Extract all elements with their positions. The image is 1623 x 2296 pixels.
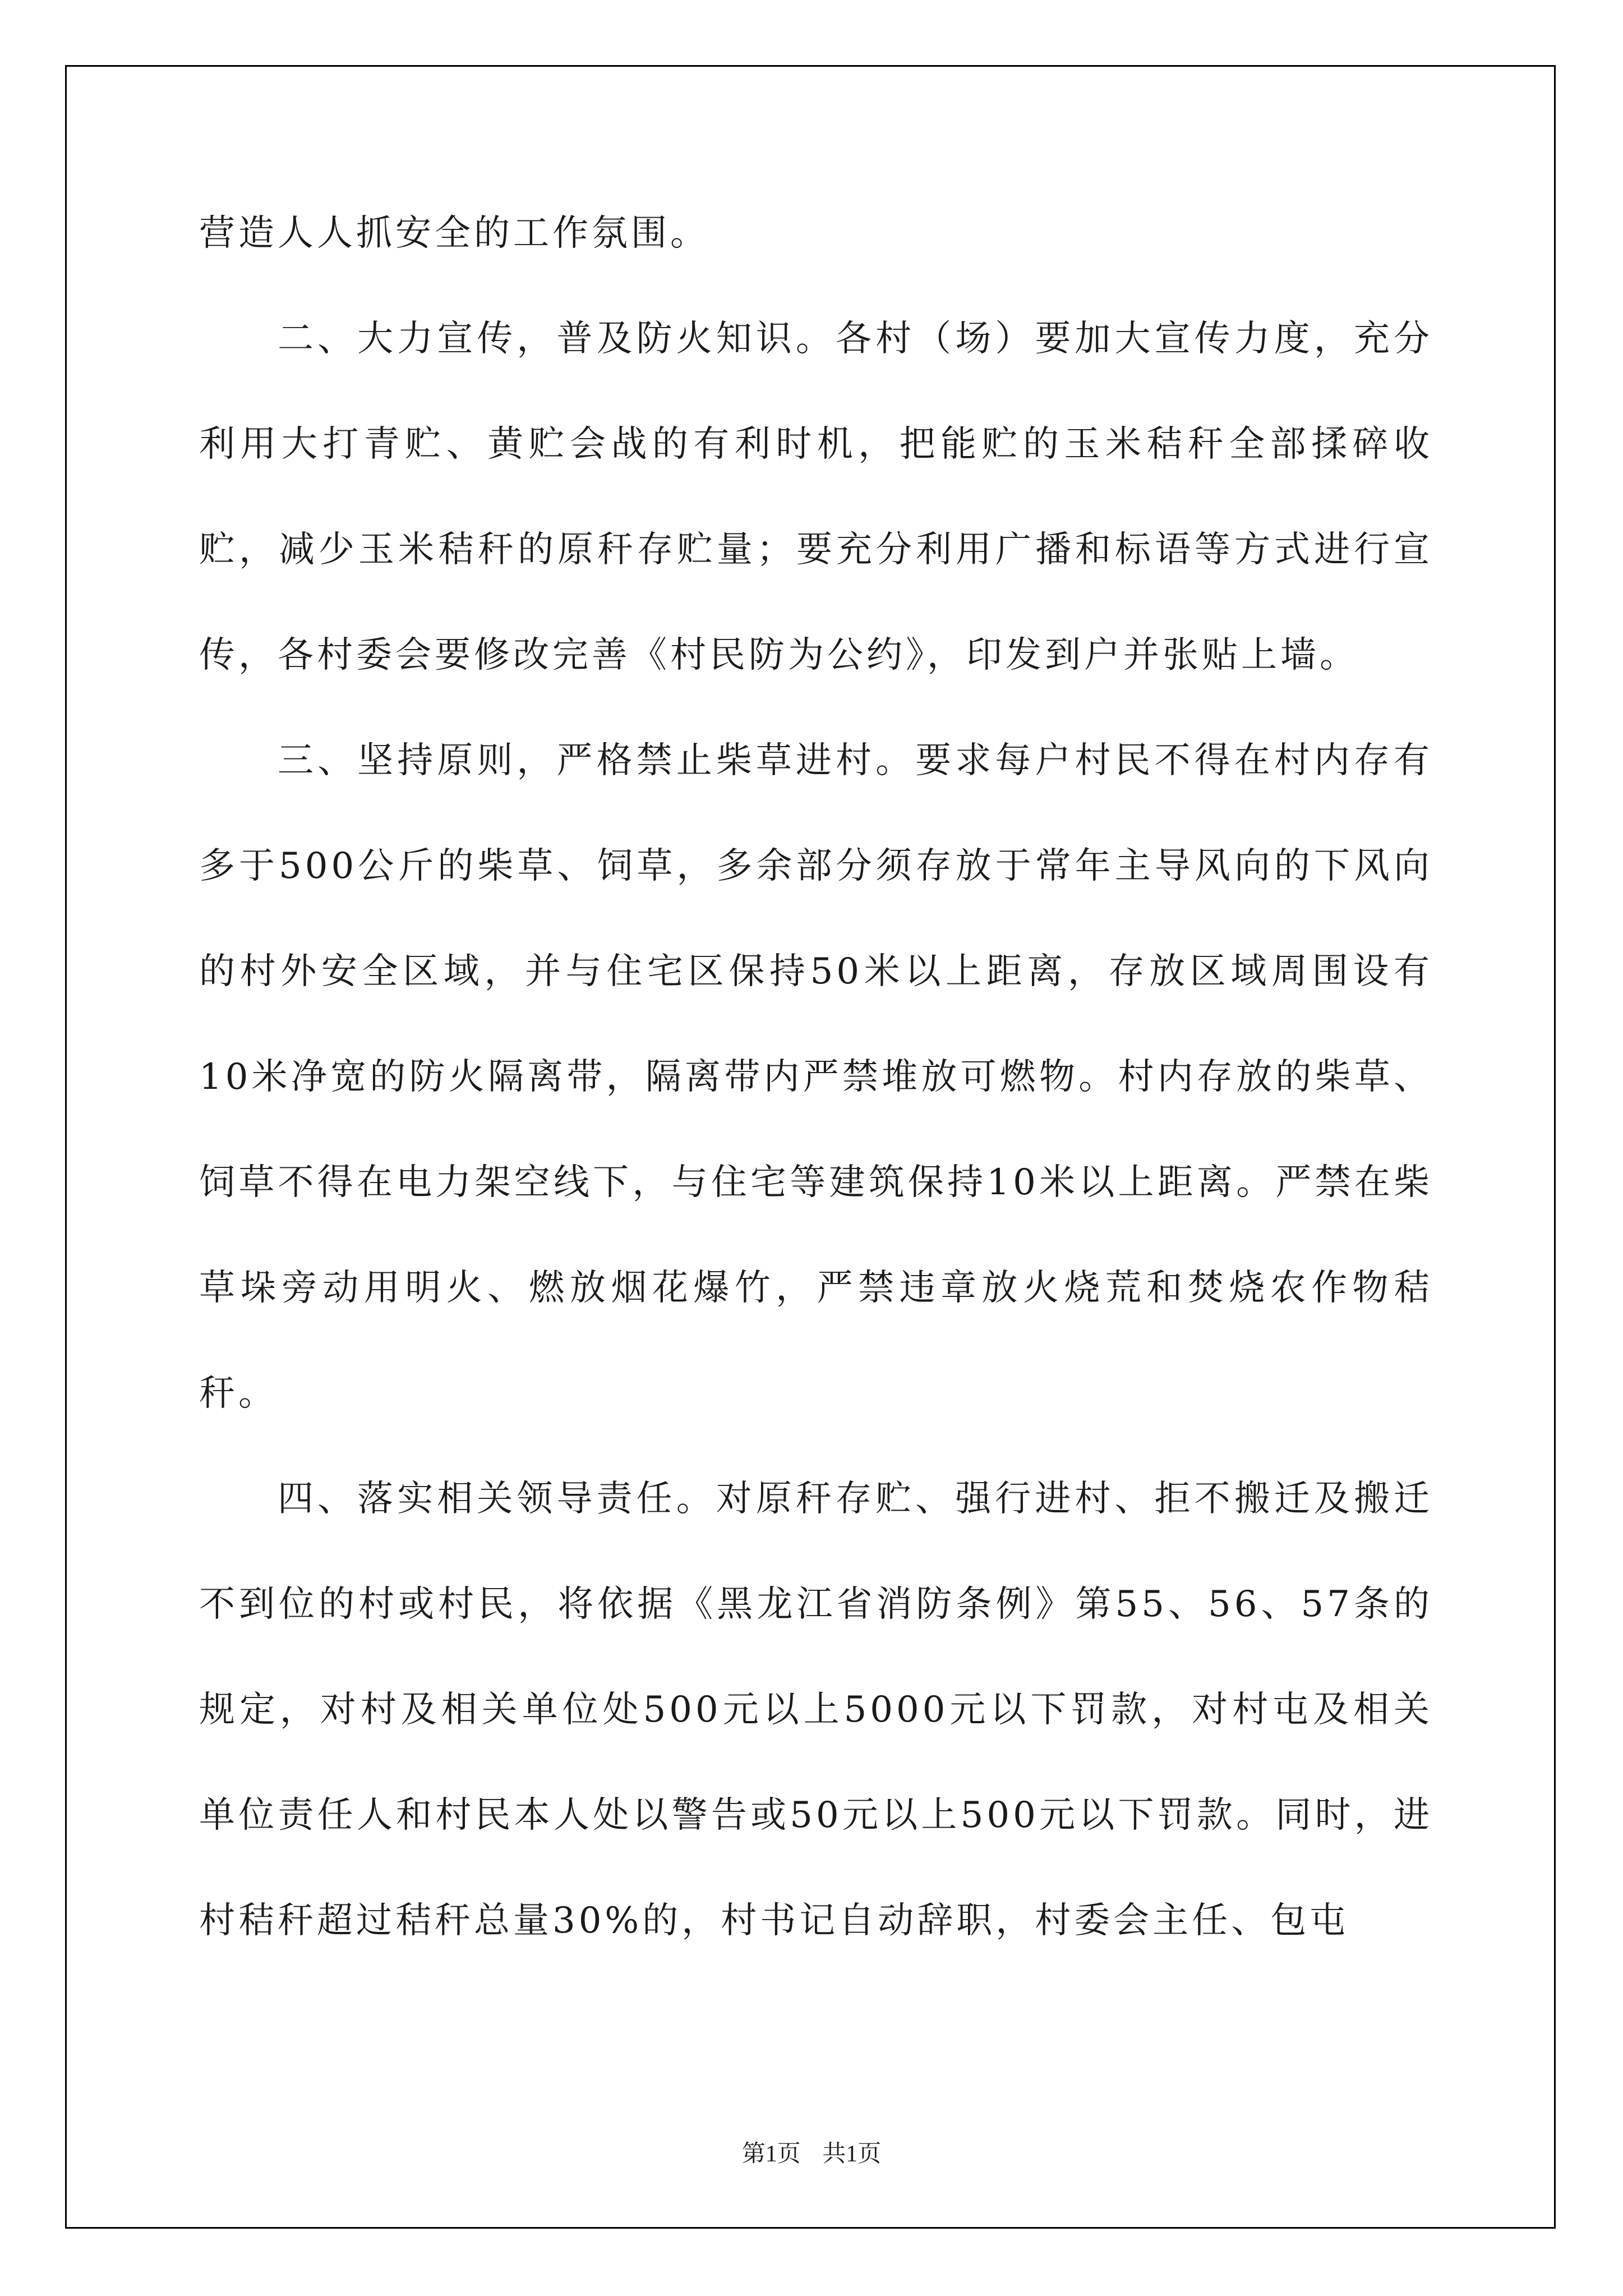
paragraph-responsibility: 四、落实相关领导责任。对原秆存贮、强行进村、拒不搬迁及搬迁不到位的村或村民，将依据《黑龙江省消防条例》第55、56、57条的规定，对村及相关单位处500元以上5000元以下罚款，对村屯及相关单位责任人和村民本人处以警告或50元以上500元以下罚款。同时，进村秸秆超过秸秆总量30%的，村书记自动辞职，村委会主任、包屯 (199, 1478, 1433, 1941)
page-total: 共1页 (822, 2141, 882, 2167)
paragraph-straw-ban: 三、坚持原则，严格禁止柴草进村。要求每户村民不得在村内存有多于500公斤的柴草、饲草，多余部分须存放于常年主导风向的下风向的村外安全区域，并与住宅区保持50米以上距离，存放区域周围设有10米净宽的防火隔离带，隔离带内严禁堆放可燃物。村内存放的柴草、饲草不得在电力架空线下，与住宅等建筑保持10米以上距离。严禁在柴草垛旁动用明火、燃放烟花爆竹，严禁违章放火烧荒和焚烧农作物秸秆。 (199, 740, 1433, 1414)
document-body (199, 181, 1433, 1973)
page-number: 第1页 (741, 2141, 801, 2167)
paragraph-publicity: 二、大力宣传，普及防火知识。各村（场）要加大宣传力度，充分利用大打青贮、黄贮会战的有利时机，把能贮的玉米秸秆全部揉碎收贮，减少玉米秸秆的原秆存贮量；要充分利用广播和标语等方式进行宣传，各村委会要修改完善《村民防为公约》，印发到户并张贴上墙。 (199, 318, 1433, 676)
paragraph-continuation: 营造人人抓安全的工作氛围。 (199, 213, 709, 254)
page-footer (0, 2137, 1623, 2171)
